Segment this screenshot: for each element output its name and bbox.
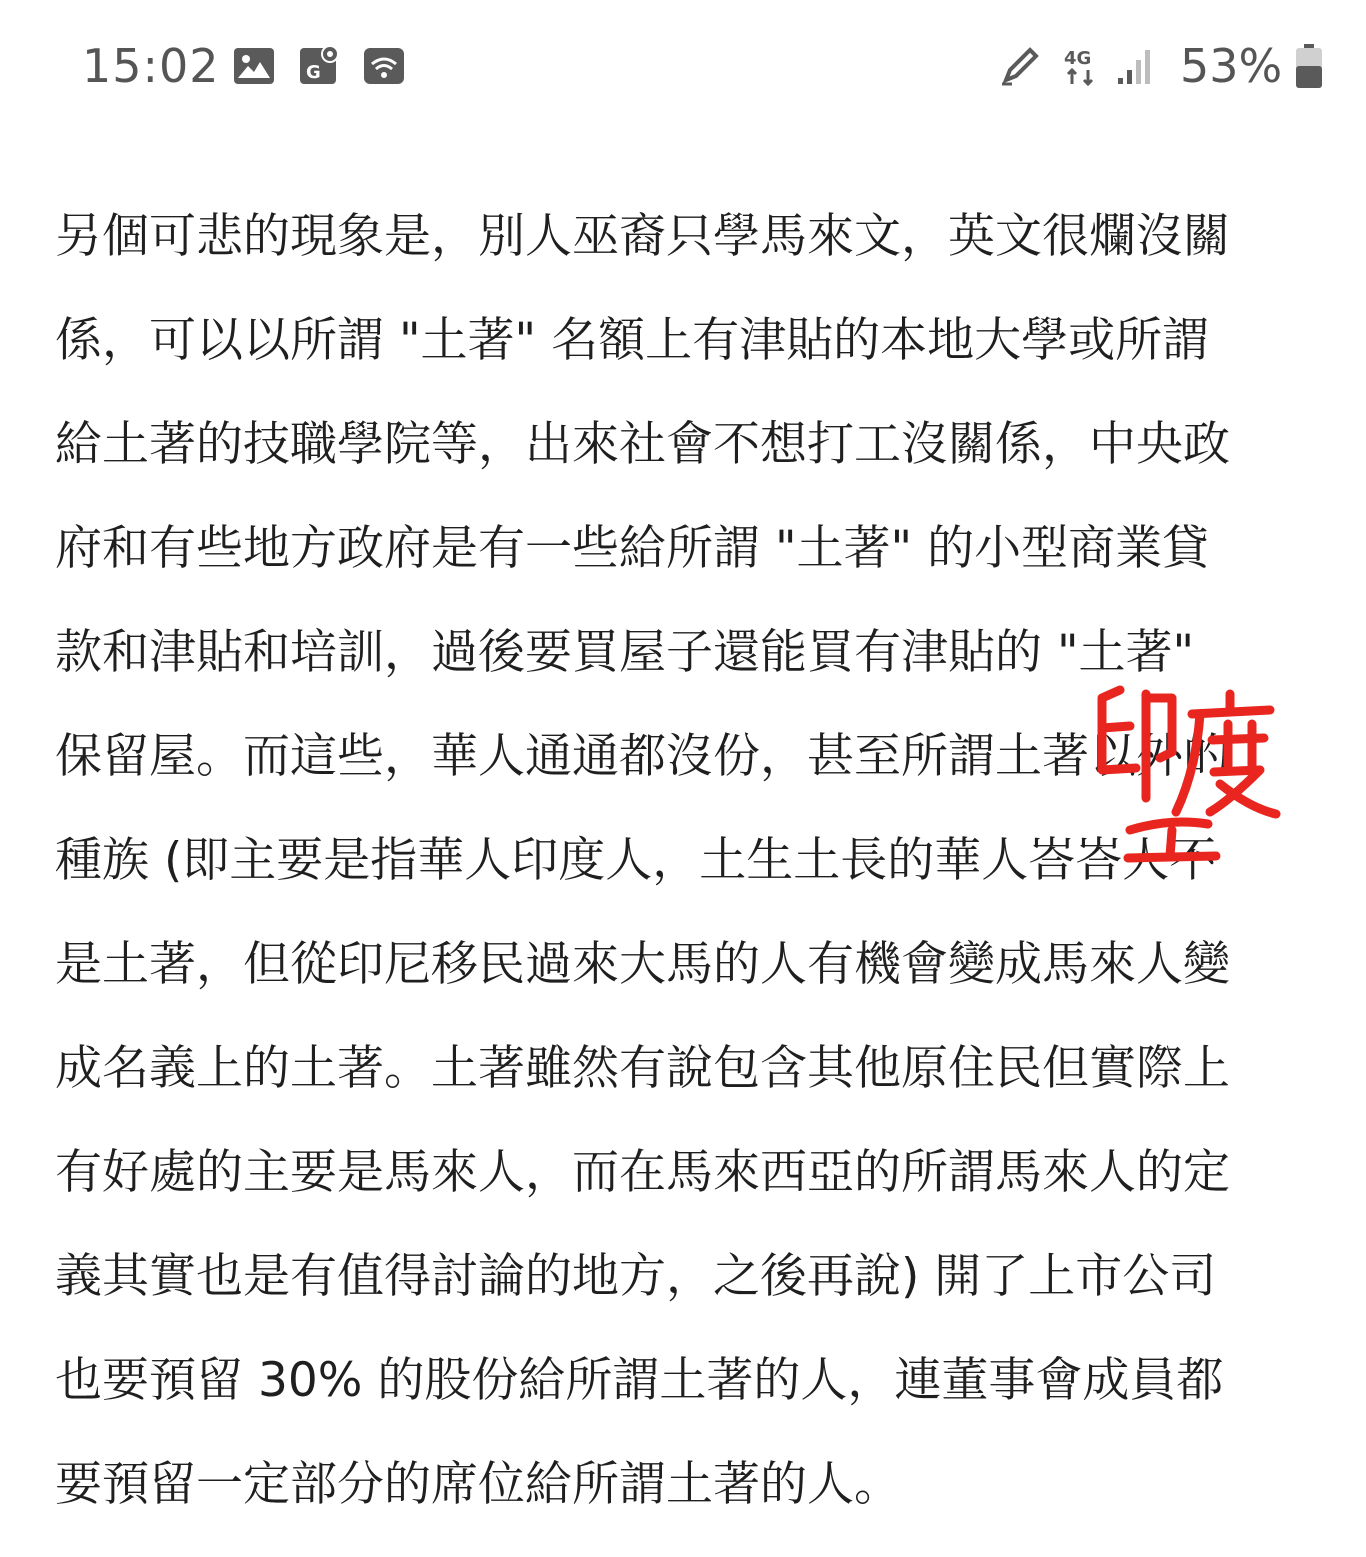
article-line: 有好處的主要是馬來人，而在馬來西亞的所謂馬來人的定 (55, 1145, 1230, 1200)
article-line: 種族 (即主要是指華人印度人，土生土長的華人峇峇人不 (55, 833, 1217, 888)
wifi-icon (362, 44, 406, 88)
article-body (55, 185, 1355, 1537)
article-line: 成名義上的土著。土著雖然有說包含其他原住民但實際上 (55, 1041, 1230, 1096)
status-time: 15:02 (82, 39, 220, 93)
battery-icon (1294, 44, 1324, 88)
network-label: 4G (1064, 48, 1092, 69)
article-line: 是土著，但從印尼移民過來大馬的人有機會變成馬來人變 (55, 937, 1230, 992)
article-line: 也要預留 30% 的股份給所謂土著的人，連董事會成員都 (55, 1353, 1224, 1408)
article-line: 給土著的技職學院等，出來社會不想打工沒關係，中央政 (55, 417, 1230, 472)
maps-icon (298, 44, 342, 88)
signal-icon (1114, 44, 1158, 88)
battery-percentage: 53% (1180, 39, 1283, 93)
article-line: 要預留一定部分的席位給所謂土著的人。 (55, 1457, 901, 1512)
4g-icon (1060, 44, 1104, 88)
pen-icon (998, 44, 1042, 88)
article-line: 係，可以以所謂 "土著" 名額上有津貼的本地大學或所謂 (55, 313, 1210, 368)
status-bar (0, 0, 1366, 130)
article-line: 另個可悲的現象是，別人巫裔只學馬來文，英文很爛沒關 (55, 209, 1230, 264)
article-line: 保留屋。而這些，華人通通都沒份，甚至所謂土著以外的 (55, 729, 1230, 784)
svg-text:G: G (306, 62, 321, 83)
article-line: 款和津貼和培訓，過後要買屋子還能買有津貼的 "土著" (55, 625, 1195, 680)
image-icon (232, 44, 276, 88)
article-line: 府和有些地方政府是有一些給所謂 "土著" 的小型商業貸 (55, 521, 1210, 576)
article-line: 義其實也是有值得討論的地方，之後再說) 開了上市公司 (55, 1249, 1217, 1304)
